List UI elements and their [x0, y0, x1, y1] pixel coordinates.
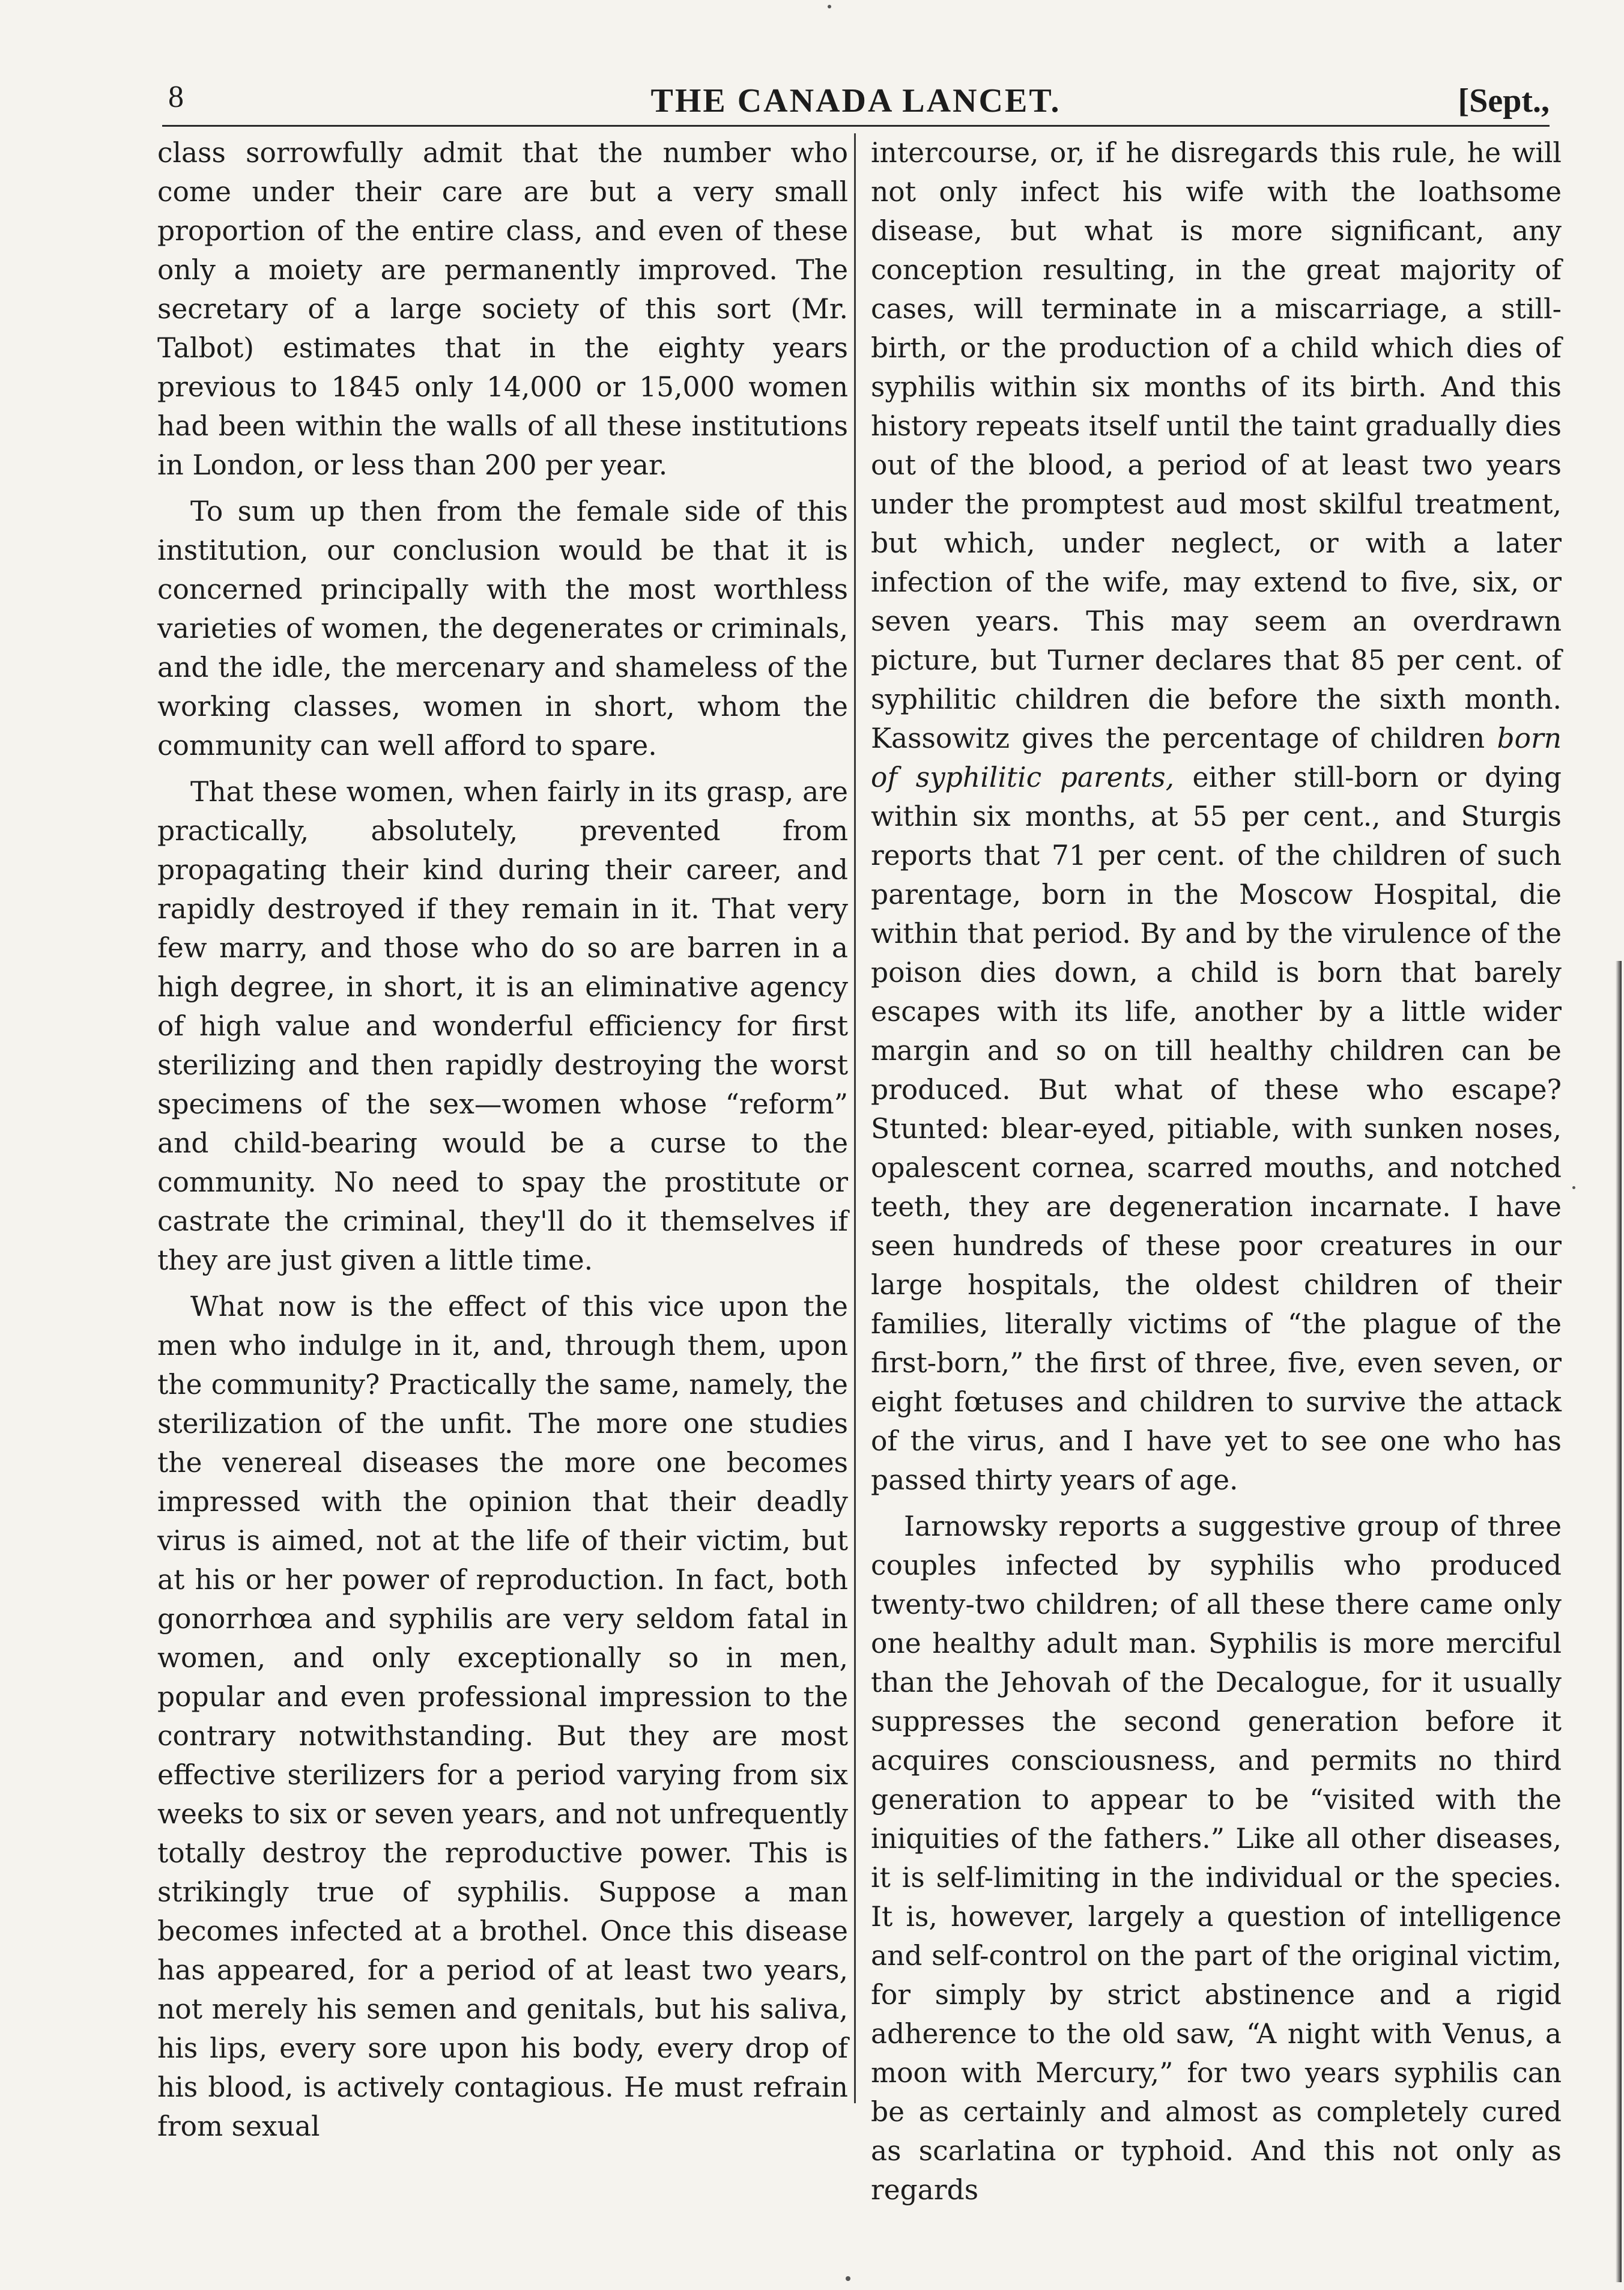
- paragraph-text: either still-born or dying within six months, at 55 per cent., and Sturgis reports that 71 per cent. of the children of such parentage, born in the Moscow Hospital, die within that period. By and by the virulence of the poison dies down, a child is born that barely escapes with its life, another by a little wider margin and so on till healthy children can be produced. But what of these who escape? Stunted: blear-eyed, pitiable, with sunken noses, opalescent cornea, scarred mouths, and notched teeth, they are degeneration incarnate. I have seen hundreds of these poor creatures in our large hospitals, the oldest children of their families, literally victims of “the plague of the first-born,” the first of three, five, even seven, or eight fœtuses and children to survive the attack of the virus, and I have yet to see one who has passed thirty years of age.: [871, 762, 1562, 1496]
- page-number: 8: [168, 80, 184, 114]
- journal-title: THE CANADA LANCET.: [650, 82, 1061, 120]
- header-rule: [162, 125, 1550, 127]
- page-header: [162, 79, 1550, 127]
- page-edge-shadow: [1616, 961, 1622, 2282]
- print-speck: [828, 5, 831, 8]
- italic-phrase: born of syphilitic parents,: [871, 722, 1562, 793]
- issue-month: [Sept.,: [1458, 82, 1550, 120]
- paragraph: [871, 133, 1562, 1500]
- print-speck: [846, 2276, 850, 2281]
- column-divider: [854, 133, 856, 2103]
- paragraph: To sum up then from the female side of this institution, our conclusion would be that it is concerned principally with the most worthless varieties of women, the degenerates or criminals, and the idle, the mercenary and shameless of the working classes, women in short, whom the community can well afford to spare.: [157, 495, 848, 762]
- left-column: [157, 133, 848, 2142]
- paragraph: What now is the effect of this vice upon the men who indulge in it, and, through them, upon the community? Practically the same, namely, the sterilization of the unfit. The more one studies the venereal diseases the more one becomes impressed with the opinion that their deadly virus is aimed, not at the life of their victim, but at his or her power of reproduction. In fact, both gonorrhœa and syphilis are very seldom fatal in women, and only exceptionally so in men, popular and even professional impression to the contrary notwithstanding. But they are most effective sterilizers for a period varying from six weeks to six or seven years, and not unfrequently totally destroy the reproductive power. This is strikingly true of syphilis. Suppose a man becomes infected at a brothel. Once this disease has appeared, for a period of at least two years, not merely his semen and genitals, but his saliva, his lips, every sore upon his body, every drop of his blood, is actively contagious. He must refrain from sexual: [157, 1291, 848, 2142]
- paragraph: class sorrowfully admit that the number who come under their care are but a very small proportion of the entire class, and even of these only a moiety are permanently improved. The secretary of a large society of this sort (Mr. Talbot) estimates that in the eighty years previous to 1845 only 14,000 or 15,000 women had been within the walls of all these institutions in London, or less than 200 per year.: [157, 137, 848, 481]
- print-speck: [1572, 1186, 1575, 1189]
- paragraph: Iarnowsky reports a suggestive group of three couples infected by syphilis who produced twenty-two children; of all these there came only one healthy adult man. Syphilis is more merciful than the Jehovah of the Decalogue, for it usually suppresses the second generation before it acquires consciousness, and permits no third generation to appear to be “visited with the iniquities of the fathers.” Like all other diseases, it is self-limiting in the individual or the species. It is, however, largely a question of intelligence and self-control on the part of the original victim, for simply by strict abstinence and a rigid adherence to the old saw, “A night with Venus, a moon with Mercury,” for two years syphilis can be as certainly and almost as completely cured as scarlatina or typhoid. And this not only as regards: [871, 1510, 1562, 2206]
- paragraph-text: intercourse, or, if he disregards this rule, he will not only infect his wife with the loathsome disease, but what is more significant, any conception resulting, in the great majority of cases, will terminate in a miscarriage, a still-birth, or the production of a child which dies of syphilis within six months of its birth. And this history repeats itself until the taint gradually dies out of the blood, a period of at least two years under the promptest aud most skilful treatment, but which, under neglect, or with a later infection of the wife, may extend to five, six, or seven years. This may seem an overdrawn picture, but Turner declares that 85 per cent. of syphilitic children die before the sixth month. Kassowitz gives the percentage of children: [871, 137, 1562, 754]
- paragraph: That these women, when fairly in its grasp, are practically, absolutely, prevented from propagating their kind during their career, and rapidly destroyed if they remain in it. That very few marry, and those who do so are barren in a high degree, in short, it is an eliminative agency of high value and wonderful efficiency for first sterilizing and then rapidly destroying the worst specimens of the sex—women whose “reform” and child-bearing would be a curse to the community. No need to spay the prostitute or castrate the criminal, they'll do it themselves if they are just given a little time.: [157, 776, 848, 1276]
- right-column: [871, 133, 1562, 2206]
